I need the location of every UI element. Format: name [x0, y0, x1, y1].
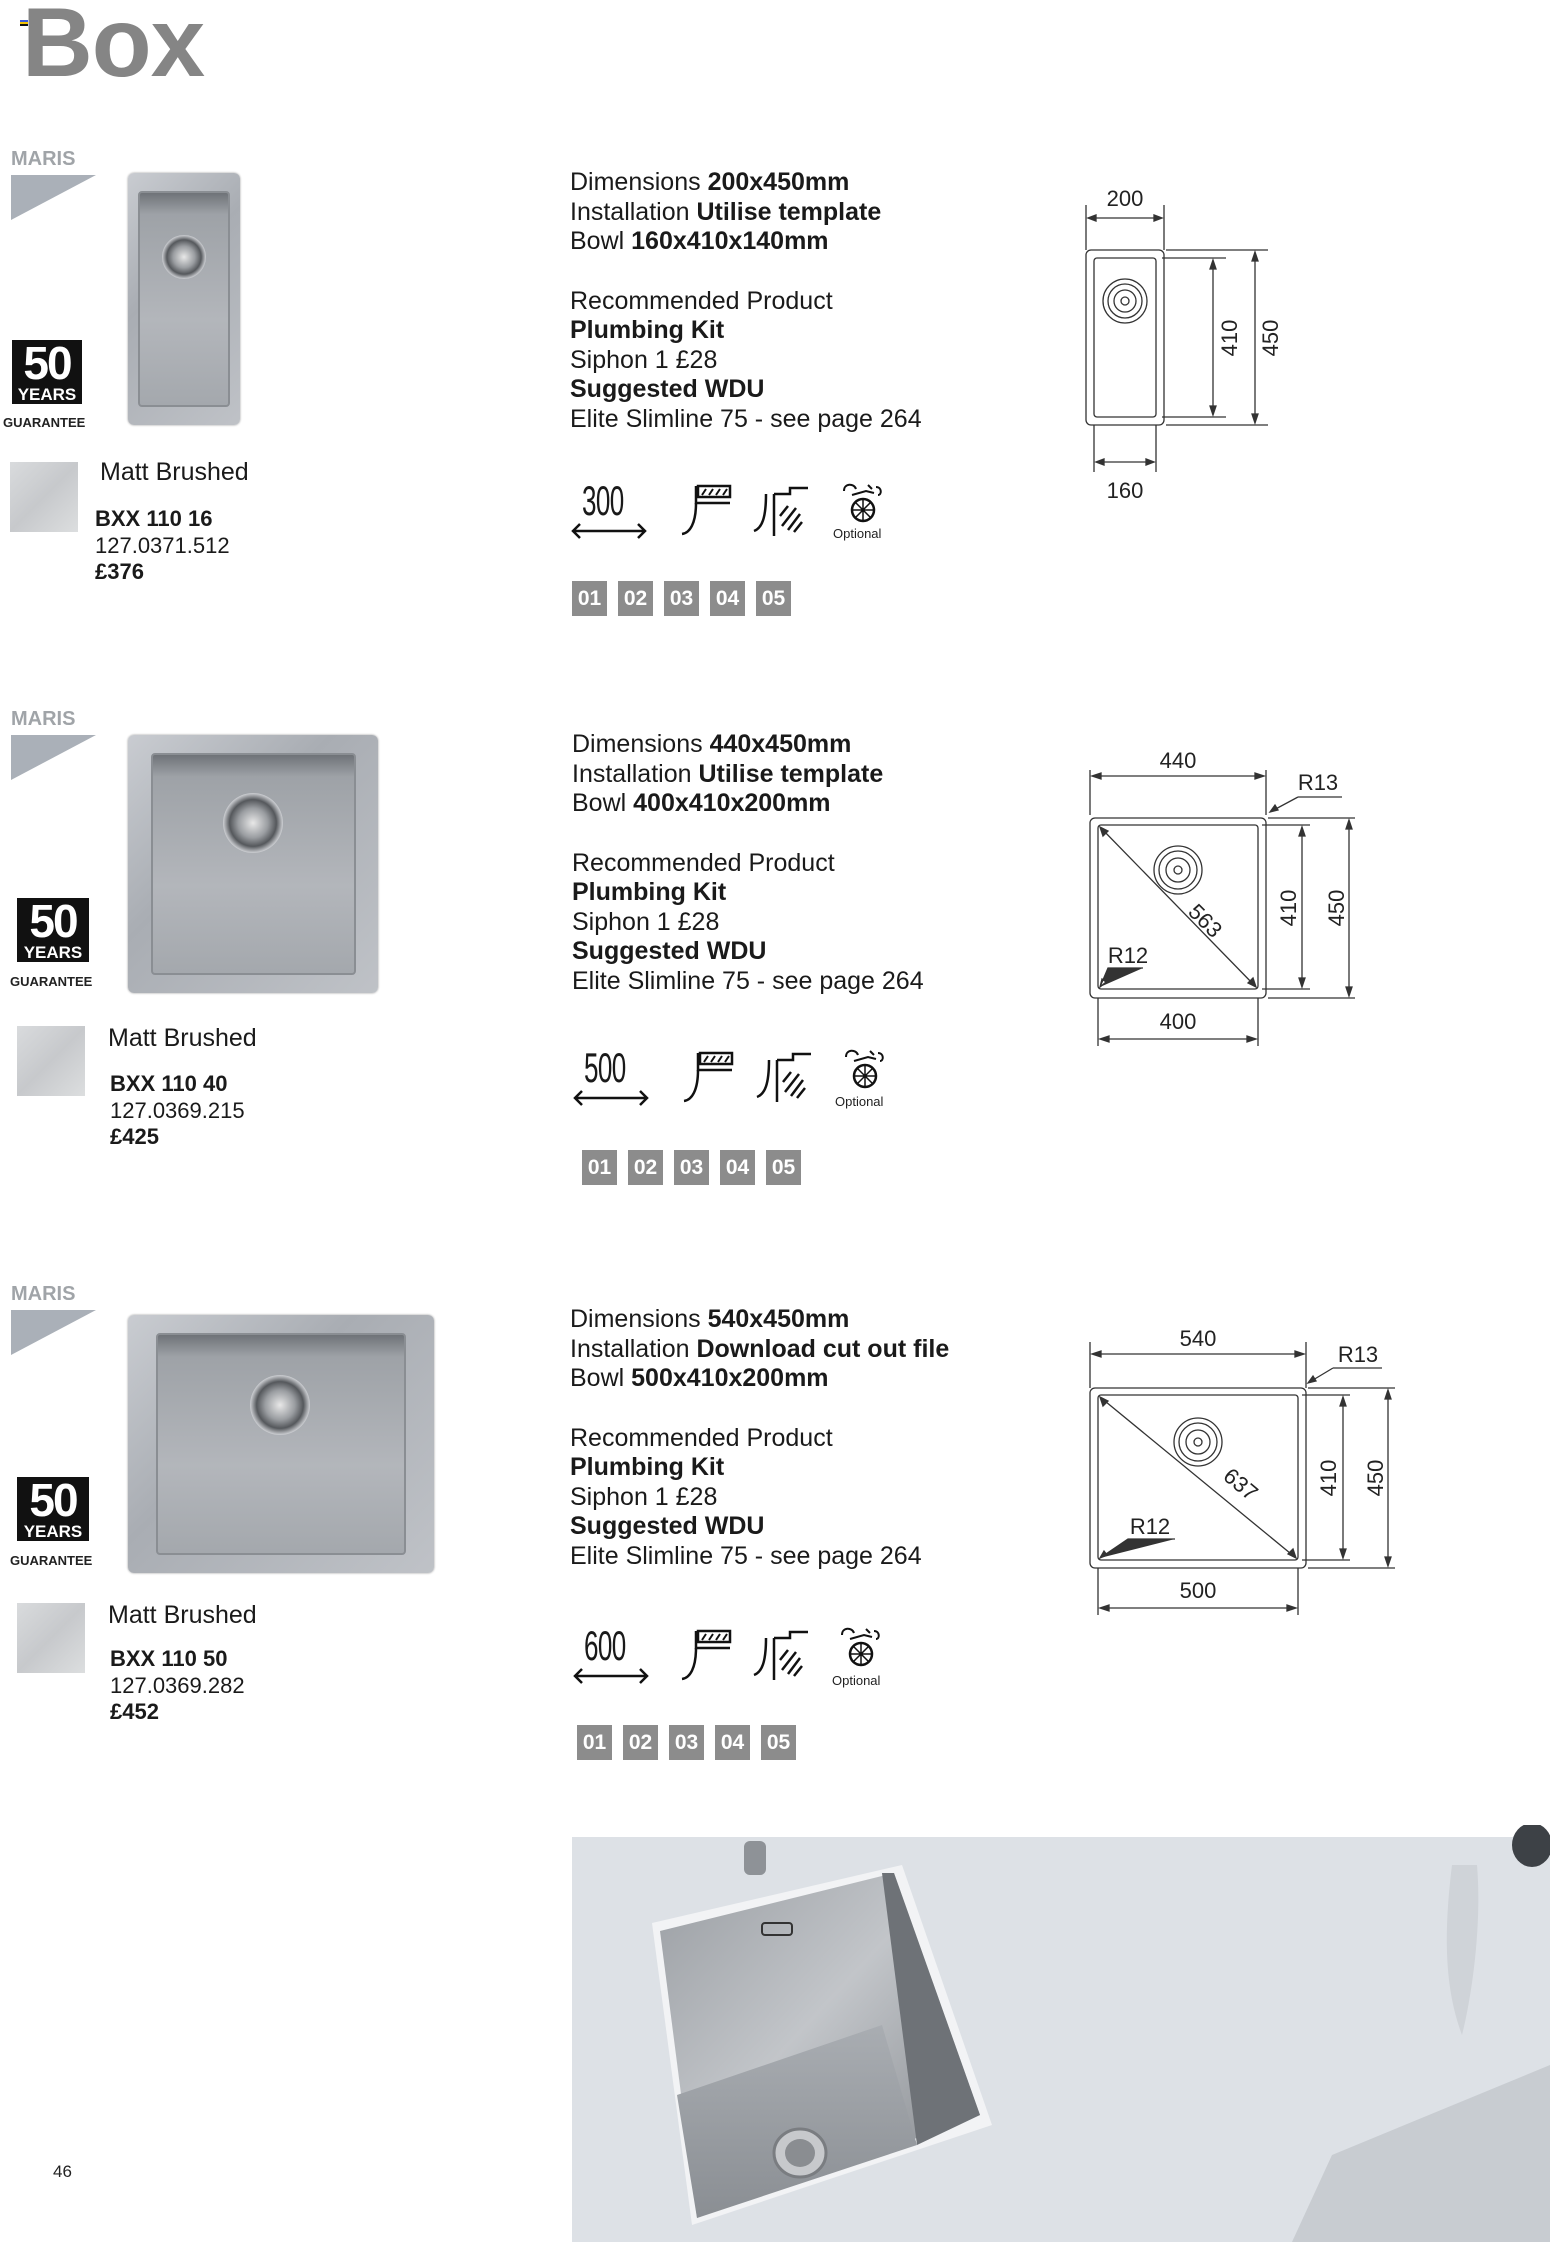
diagram-inner-height: 410: [1276, 889, 1301, 927]
diagram-outer-radius: R13: [1297, 770, 1339, 795]
diagram-outer-height: 450: [1363, 1459, 1388, 1497]
product-image: [128, 735, 378, 993]
guarantee-number: 50: [29, 895, 77, 947]
cabinet-width-value: 500: [584, 1044, 626, 1091]
installation-label: Installation: [570, 197, 690, 226]
number-boxes: [582, 1150, 801, 1185]
page-number: 46: [53, 2162, 72, 2181]
recommended-label: Recommended Product: [572, 848, 835, 877]
installation-value[interactable]: Utilise template: [696, 197, 882, 226]
number-box-05[interactable]: 05: [756, 581, 791, 616]
product-code: BXX 110 50: [110, 1646, 228, 1671]
number-boxes: [572, 581, 791, 616]
cabinet-width-value: 300: [582, 477, 624, 524]
number-box-02[interactable]: 02: [623, 1725, 658, 1760]
inset-icon: [752, 1630, 812, 1685]
bowl-label: Bowl: [570, 1364, 625, 1392]
guarantee-number: 50: [29, 1474, 77, 1526]
number-box-04[interactable]: 04: [715, 1725, 750, 1760]
diagram-inner-width: 500: [1179, 1578, 1217, 1603]
diagram-diagonal: 563: [1183, 898, 1228, 943]
guarantee-years: YEARS: [23, 1522, 83, 1541]
dimensions-label: Dimensions: [570, 168, 701, 196]
guarantee-label: GUARANTEE: [10, 1553, 93, 1568]
inset-icon: [755, 1052, 815, 1107]
siphon-item: Siphon 1 £28: [570, 1482, 718, 1511]
dimension-diagram: [1070, 1310, 1410, 1630]
number-box-05[interactable]: 05: [766, 1150, 801, 1185]
number-box-03[interactable]: 03: [669, 1725, 704, 1760]
finish-label: Matt Brushed: [108, 1601, 257, 1629]
number-box-01[interactable]: 01: [572, 581, 607, 616]
guarantee-years: YEARS: [23, 943, 83, 962]
wdu-value[interactable]: Elite Slimline 75 - see page 264: [570, 1541, 922, 1570]
product-code: BXX 110 40: [110, 1071, 228, 1096]
diagram-diagonal: 637: [1218, 1462, 1263, 1506]
installation-label: Installation: [572, 759, 692, 788]
bowl-value: 160x410x140mm: [631, 227, 829, 255]
siphon-item: Siphon 1 £28: [572, 907, 720, 936]
diagram-inner-width: 400: [1159, 1009, 1197, 1034]
product-image: [128, 1315, 434, 1573]
bowl-label: Bowl: [572, 789, 627, 817]
brand-triangle-icon: [11, 175, 96, 220]
product-section-3: [0, 1283, 1550, 1843]
wdu-label: Suggested WDU: [572, 937, 767, 965]
number-box-03[interactable]: 03: [674, 1150, 709, 1185]
optional-label: Optional: [832, 1673, 881, 1688]
drain-icon: [162, 235, 206, 279]
guarantee-label: GUARANTEE: [3, 415, 86, 430]
bowl-value: 500x410x200mm: [631, 1364, 829, 1392]
part-number: 127.0369.215: [110, 1098, 245, 1123]
diagram-outer-width: 440: [1159, 748, 1197, 773]
brand-label: MARIS: [11, 148, 76, 170]
diagram-outer-width: 540: [1179, 1326, 1217, 1351]
drain-icon: [223, 793, 283, 853]
brand-label: MARIS: [11, 1283, 76, 1305]
part-number: 127.0371.512: [95, 533, 230, 558]
diagram-inner-radius: R12: [1107, 943, 1149, 968]
dimension-diagram: [1070, 170, 1310, 520]
number-box-01[interactable]: 01: [582, 1150, 617, 1185]
installation-value[interactable]: Utilise template: [698, 759, 884, 788]
wdu-value[interactable]: Elite Slimline 75 - see page 264: [570, 404, 922, 433]
waste-disposal-icon: [836, 1625, 886, 1667]
recommended-label: Recommended Product: [570, 1423, 833, 1452]
guarantee-badge: [12, 337, 82, 404]
diagram-outer-width: 200: [1106, 186, 1144, 211]
recommended-label: Recommended Product: [570, 286, 833, 315]
diagram-outer-radius: R13: [1337, 1342, 1379, 1367]
number-boxes: [577, 1725, 796, 1760]
price: £452: [110, 1699, 159, 1724]
dimensions-value: 440x450mm: [709, 730, 852, 758]
diagram-outer-height: 450: [1258, 319, 1283, 357]
undermount-icon: [680, 1628, 735, 1683]
guarantee-badge: [17, 1474, 89, 1541]
plumbing-kit-label: Plumbing Kit: [570, 1453, 725, 1481]
cabinet-width-icon: [570, 477, 650, 543]
cabinet-width-icon: [572, 1044, 652, 1110]
guarantee-years: YEARS: [17, 385, 77, 404]
finish-label: Matt Brushed: [108, 1024, 257, 1052]
plumbing-kit-label: Plumbing Kit: [572, 878, 727, 906]
product-code: BXX 110 16: [95, 506, 213, 531]
price: £376: [95, 559, 144, 584]
drain-icon: [250, 1375, 310, 1435]
guarantee-badge: [17, 895, 89, 962]
price: £425: [110, 1124, 159, 1149]
lifestyle-photo: [572, 1825, 1550, 2242]
installation-label: Installation: [570, 1334, 690, 1363]
number-box-03[interactable]: 03: [664, 581, 699, 616]
dimensions-label: Dimensions: [572, 730, 703, 758]
undermount-icon: [682, 1050, 737, 1105]
number-box-04[interactable]: 04: [710, 581, 745, 616]
diagram-inner-height: 410: [1217, 319, 1242, 357]
installation-value[interactable]: Download cut out file: [696, 1334, 950, 1363]
product-section-1: [0, 148, 1550, 708]
cabinet-width-icon: [572, 1622, 652, 1688]
finish-label: Matt Brushed: [100, 458, 249, 486]
part-number: 127.0369.282: [110, 1673, 245, 1698]
specs-block: [570, 1305, 949, 1571]
cabinet-width-value: 600: [584, 1622, 626, 1669]
waste-disposal-icon: [838, 481, 888, 523]
dimensions-value: 200x450mm: [707, 168, 850, 196]
wdu-label: Suggested WDU: [570, 1512, 765, 1540]
siphon-item: Siphon 1 £28: [570, 345, 718, 374]
inset-icon: [752, 486, 812, 541]
page-title: Box: [22, 0, 205, 97]
plumbing-kit-label: Plumbing Kit: [570, 316, 725, 344]
diagram-outer-height: 450: [1324, 889, 1349, 927]
number-box-01[interactable]: 01: [577, 1725, 612, 1760]
finish-swatch[interactable]: [17, 1026, 85, 1096]
number-box-02[interactable]: 02: [618, 581, 653, 616]
number-box-02[interactable]: 02: [628, 1150, 663, 1185]
bowl-value: 400x410x200mm: [633, 789, 831, 817]
guarantee-number: 50: [23, 337, 71, 389]
dimensions-value: 540x450mm: [707, 1305, 850, 1333]
specs-block: [570, 168, 922, 434]
dimensions-label: Dimensions: [570, 1305, 701, 1333]
diagram-inner-radius: R12: [1129, 1514, 1171, 1539]
finish-swatch[interactable]: [10, 462, 78, 532]
brand-label: MARIS: [11, 708, 76, 730]
product-image: [128, 173, 240, 425]
wdu-label: Suggested WDU: [570, 375, 765, 403]
product-section-2: [0, 708, 1550, 1268]
waste-disposal-icon: [840, 1047, 890, 1089]
optional-label: Optional: [833, 526, 882, 541]
number-box-05[interactable]: 05: [761, 1725, 796, 1760]
guarantee-label: GUARANTEE: [10, 974, 93, 989]
undermount-icon: [680, 483, 735, 538]
optional-label: Optional: [835, 1094, 884, 1109]
diagram-inner-width: 160: [1106, 478, 1144, 503]
wdu-value[interactable]: Elite Slimline 75 - see page 264: [572, 966, 924, 995]
diagram-inner-height: 410: [1316, 1459, 1341, 1497]
finish-swatch[interactable]: [17, 1603, 85, 1673]
brand-triangle-icon: [11, 735, 96, 780]
bowl-label: Bowl: [570, 227, 625, 255]
brand-triangle-icon: [11, 1310, 96, 1355]
specs-block: [572, 730, 924, 996]
dimension-diagram: [1070, 730, 1370, 1060]
number-box-04[interactable]: 04: [720, 1150, 755, 1185]
